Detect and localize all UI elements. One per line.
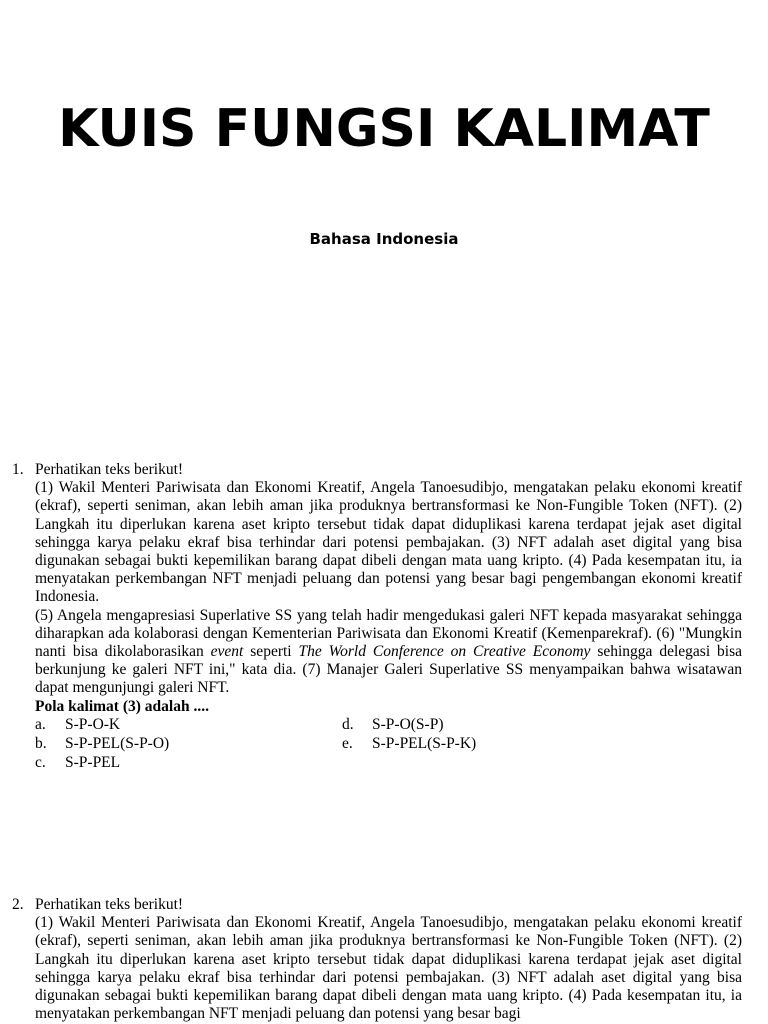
question-intro: Perhatikan teks berikut! (35, 461, 184, 478)
passage-text: sehingga delegasi bisa berkunjung ke galeri NFT ini," kata dia. (7) Manajer Galeri Superlative SS menyampaikan bahwa wisatawan dapat mengunjungi galeri NFT. (35, 643, 742, 697)
option-letter: c. (35, 753, 46, 771)
passage-paragraph-1: (1) Wakil Menteri Pariwisata dan Ekonomi Kreatif, Angela Tanoesudibjo, mengatakan pelaku ekonomi kreatif (ekraf), seperti seniman, akan lebih aman jika produknya bertransformasi ke Non-Fungible Token (NFT). (2) Langkah itu diperlukan karena aset kripto tersebut tidak dapat diduplikasi karena terdapat jejak aset digital sehingga karya pelaku ekraf bisa terhindar dari potensi pembajakan. (3) NFT adalah aset digital yang bisa digunakan sebagai bukti kepemilikan barang dapat dibeli dengan mata uang kripto. (4) Pada kesempatan itu, ia menyatakan perkembangan NFT menjadi peluang dan potensi yang besar bagi (35, 914, 742, 1023)
option-c[interactable] (35, 754, 342, 773)
answer-options (35, 716, 742, 773)
option-letter: e. (342, 734, 353, 752)
question-number: 2. (12, 896, 24, 913)
italic-term: The World Conference on Creative Economy (298, 643, 591, 661)
option-e[interactable] (342, 735, 742, 754)
option-text: S-P-O(S-P) (372, 715, 444, 733)
option-text: S-P-PEL (65, 753, 121, 771)
option-letter: d. (342, 715, 354, 733)
option-d[interactable] (342, 716, 742, 735)
passage-paragraph-2 (35, 607, 742, 698)
option-letter: b. (35, 734, 47, 752)
question-body (35, 461, 742, 773)
passage-text: seperti (243, 643, 299, 661)
passage-text: (5) Angela mengapresiasi Superlative SS yang telah hadir mengedukasi galeri NFT kepada masyarakat sehingga diharapkan ada kolaborasi dengan Kementerian Pariwisata dan Ekonomi Kreatif (Kemenparekraf). (6) "Mungkin nanti bisa dikolaborasikan (35, 606, 742, 661)
page-title: KUIS FUNGSI KALIMAT (58, 99, 710, 159)
question-body (35, 896, 742, 1023)
question-number: 1. (12, 461, 24, 478)
passage-paragraph-1: (1) Wakil Menteri Pariwisata dan Ekonomi Kreatif, Angela Tanoesudibjo, mengatakan pelaku ekonomi kreatif (ekraf), seperti seniman, akan lebih aman jika produknya bertransformasi ke Non-Fungible Token (NFT). (2) Langkah itu diperlukan karena aset kripto tersebut tidak dapat diduplikasi karena terdapat jejak aset digital sehingga karya pelaku ekraf bisa terhindar dari potensi pembajakan. (3) NFT adalah aset digital yang bisa digunakan sebagai bukti kepemilikan barang dapat dibeli dengan mata uang kripto. (4) Pada kesempatan itu, ia menyatakan perkembangan NFT menjadi peluang dan potensi yang besar bagi pengembangan ekonomi kreatif Indonesia. (35, 479, 742, 606)
page-subtitle: Bahasa Indonesia (309, 230, 459, 248)
question-prompt: Pola kalimat (3) adalah .... (35, 697, 209, 715)
option-a[interactable] (35, 716, 342, 735)
italic-term: event (210, 643, 244, 661)
option-b[interactable] (35, 735, 342, 754)
question-1 (12, 461, 742, 773)
option-letter: a. (35, 715, 46, 733)
question-2 (12, 896, 742, 1023)
option-text: S-P-O-K (65, 715, 121, 733)
option-text: S-P-PEL(S-P-O) (65, 734, 170, 752)
option-text: S-P-PEL(S-P-K) (372, 734, 477, 752)
question-intro: Perhatikan teks berikut! (35, 896, 184, 913)
